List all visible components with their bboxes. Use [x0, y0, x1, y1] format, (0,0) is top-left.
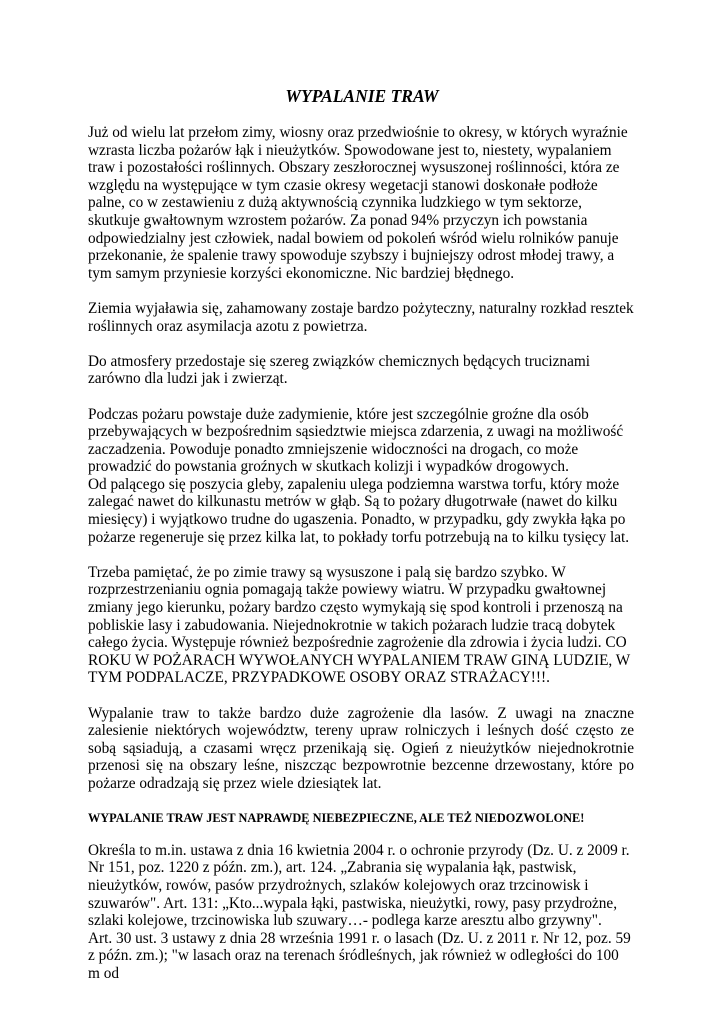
- paragraph-intro: Już od wielu lat przełom zimy, wiosny oraz przedwiośnie to okresy, w których wyraźnie wzrasta liczba pożarów łąk i nieużytków. Spowodowane jest to, niestety, wypalaniem traw i pozostałości roślinnych. Obszary zeszłorocznej wysuszonej roślinności, która ze względu na występujące w tym czasie okresy wegetacji stanowi doskonałe podłoże palne, co w zestawieniu z dużą aktywnością czynnika ludzkiego w tym sektorze, skutkuje gwałtownym wzrostem pożarów. Za ponad 94% przyczyn ich powstania odpowiedzialny jest człowiek, nadal bowiem od pokoleń wśród wielu rolników panuje przekonanie, że spalenie trawy spowoduje szybszy i bujniejszy odrost młodej trawy, a tym samym przyniesie korzyści ekonomiczne. Nic bardziej błędnego.: [88, 124, 628, 282]
- document-body: [88, 124, 634, 983]
- paragraph-atmosphere: Do atmosfery przedostaje się szereg związków chemicznych będących truciznami zarówno dla ludzi jak i zwierząt.: [88, 352, 591, 388]
- document-title: WYPALANIE TRAW: [285, 86, 439, 106]
- paragraph-forests: Wypalanie traw to także bardzo duże zagrożenie dla lasów. Z uwagi na znaczne zalesienie niektórych województw, tereny upraw rolniczych i leśnych dość często ze sobą sąsiadują, a czasami wręcz przenikają się. Ogień z nieużytków niejednokrotnie przenosi się na obszary leśne, niszcząc bezpowrotnie bezcenne drzewostany, które po pożarze odradzają się przez wiele dziesiątek lat.: [88, 704, 634, 792]
- warning-heading: WYPALANIE TRAW JEST NAPRAWDĘ NIEBEZPIECZNE, ALE TEŻ NIEDOZWOLONE!: [88, 811, 585, 826]
- paragraph-law-forests: Art. 30 ust. 3 ustawy z dnia 28 września 1991 r. o lasach (Dz. U. z 2011 r. Nr 12, poz. 59 z późn. zm.); "w lasach oraz na terenach śródleśnych, jak również w odległości do 100 m od: [88, 929, 631, 982]
- paragraph-soil: Ziemia wyjaławia się, zahamowany zostaje bardzo pożyteczny, naturalny rozkład resztek roślinnych oraz asymilacja azotu z powietrza.: [88, 299, 634, 335]
- paragraph-law-nature: Określa to m.in. ustawa z dnia 16 kwietnia 2004 r. o ochronie przyrody (Dz. U. z 2009 r. Nr 151, poz. 1220 z późn. zm.), art. 124. „Zabrania się wypalania łąk, pastwisk, nieużytków, rowów, pasów przydrożnych, szlaków kolejowych oraz trzcinowisk i szuwarów". Art. 131: „Kto...wypala łąki, pastwiska, nieużytki, rowy, pasy przydrożne, szlaki kolejowe, trzcinowiska lub szuwary…- podlega karze aresztu albo grzywny".: [88, 841, 630, 930]
- paragraph-smoke: Podczas pożaru powstaje duże zadymienie, które jest szczególnie groźne dla osób przebywających w bezpośrednim sąsiedztwie miejsca zdarzenia, z uwagi na możliwość zaczadzenia. Powoduje ponadto zmniejszenie widoczności na drogach, co może prowadzić do powstania groźnych w skutkach kolizji i wypadków drogowych.: [88, 405, 624, 476]
- paragraph-wind: Trzeba pamiętać, że po zimie trawy są wysuszone i palą się bardzo szybko. W rozprzestrzenianiu ognia pomagają także powiewy wiatru. W przypadku gwałtownej zmiany jego kierunku, pożary bardzo często wymykają się spod kontroli i przenoszą na pobliskie lasy i zabudowania. Niejednokrotnie w takich pożarach ludzie tracą dobytek całego życia. Występuje również bezpośrednie zagrożenie dla zdrowia i życia ludzi. CO ROKU W POŻARACH WYWOŁANYCH WYPALANIEM TRAW GINĄ LUDZIE, W TYM PODPALACZE, PRZYPADKOWE OSOBY ORAZ STRAŻACY!!!.: [88, 563, 630, 687]
- paragraph-peat: Od palącego się poszycia gleby, zapaleniu ulega podziemna warstwa torfu, który może zalegać nawet do kilkunastu metrów w głąb. Są to pożary długotrwałe (nawet do kilku miesięcy) i wyjątkowo trudne do ugaszenia. Ponadto, w przypadku, gdy zwykła łąka po pożarze regeneruje się przez kilka lat, to pokłady torfu potrzebują na to kilku tysięcy lat.: [88, 475, 630, 546]
